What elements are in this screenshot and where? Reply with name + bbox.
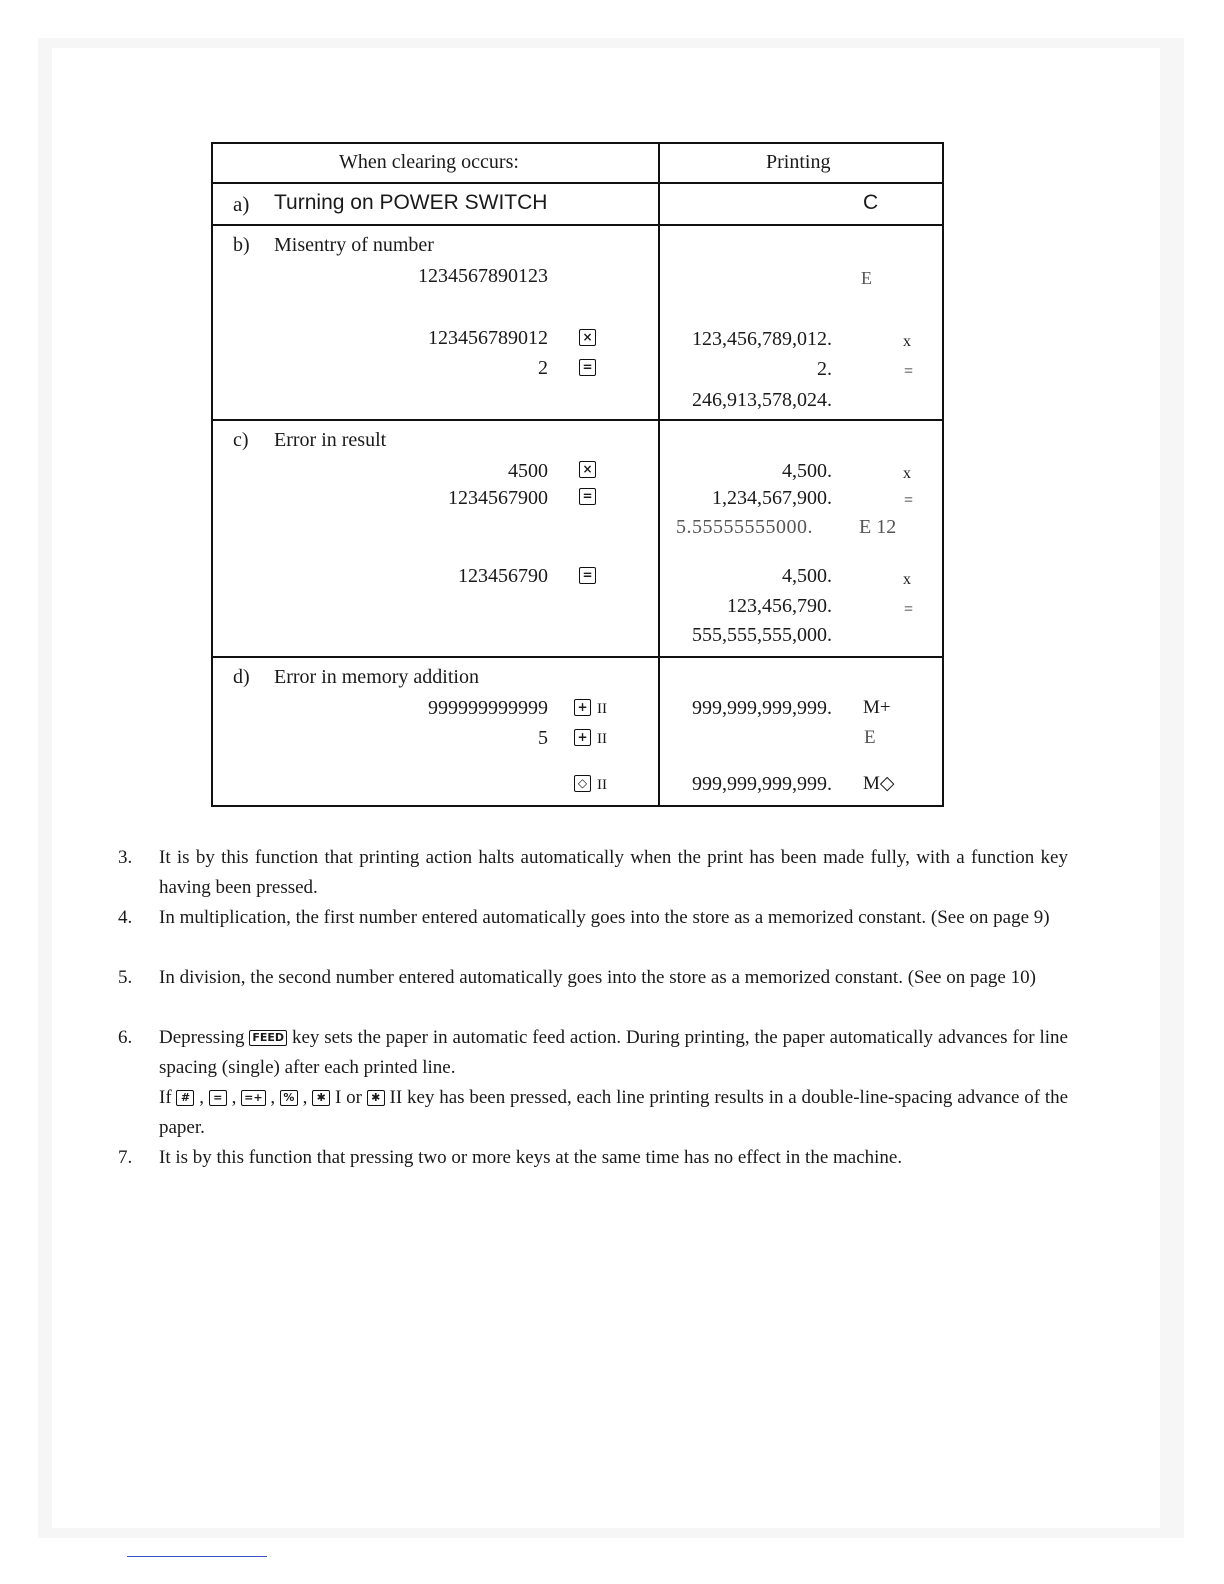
row-c-sym-3: E 12 — [859, 516, 897, 538]
column-divider — [658, 144, 660, 805]
row-divider — [213, 224, 942, 226]
row-b-input-2: 123456789012 — [428, 327, 548, 349]
row-a-title: Turning on POWER SWITCH — [274, 191, 548, 214]
row-b-print-4: 246,913,578,024. — [692, 389, 832, 411]
row-d-input-1: 999999999999 — [428, 697, 548, 719]
row-c-label: c) — [233, 429, 249, 451]
row-b-print-1: E — [861, 268, 872, 288]
memory-plus-key-icon: + — [574, 729, 591, 746]
clearing-table — [211, 142, 944, 807]
equals-key-icon: = — [209, 1090, 227, 1106]
paragraph-4 — [118, 903, 1068, 933]
row-d-sym-2: E — [864, 727, 876, 748]
row-c-print-5: 123,456,790. — [727, 595, 832, 617]
row-d-input-2: 5 — [538, 727, 548, 749]
row-a-label: a) — [233, 192, 250, 216]
paragraph-text: In division, the second number entered automatically goes into the store as a memorized constant. (See on page 10) — [159, 967, 1036, 988]
paragraph-number: 6. — [118, 1027, 133, 1048]
row-b-print-3: 2. — [817, 358, 832, 380]
row-c-input-4: 123456790 — [458, 565, 548, 587]
multiply-key-icon: × — [579, 329, 596, 346]
paragraph-6-or: I or — [335, 1087, 362, 1108]
total-key-icon: ✱ — [312, 1090, 330, 1106]
percent-key-icon: % — [280, 1090, 298, 1106]
row-divider — [213, 419, 942, 421]
row-c-print-2: 1,234,567,900. — [712, 487, 832, 509]
equals-key-icon: = — [579, 567, 596, 584]
paragraph-6-pre: Depressing — [159, 1027, 245, 1048]
paragraph-text: Depressing FEED key sets the paper in automatic feed action. During printing, the paper automatically advances for line spacing (single) after each printed line. If # , = , =+ , % , ✱ I or ✱ II key has been pressed, each line printing results in a double-line-spacing advance of the paper. — [159, 1027, 1069, 1138]
bottom-rule — [127, 1556, 267, 1557]
row-c-input-2: 1234567900 — [448, 487, 548, 509]
row-c-print-3: 5.55555555000. — [676, 516, 813, 538]
row-c-print-6: 555,555,555,000. — [692, 624, 832, 646]
row-b-title: Misentry of number — [274, 234, 434, 256]
paragraph-text: It is by this function that pressing two or more keys at the same time has no effect in the machine. — [159, 1147, 903, 1168]
row-d-suffix-1: II — [597, 701, 607, 717]
row-d-suffix-2: II — [597, 731, 607, 747]
equals-key-icon: = — [579, 359, 596, 376]
row-b-sym-3: = — [904, 363, 914, 380]
row-d-sym-1: M+ — [863, 697, 891, 718]
paragraph-number: 4. — [118, 907, 133, 928]
row-c-sym-2: = — [904, 492, 914, 509]
row-c-input-1: 4500 — [508, 460, 548, 482]
header-left: When clearing occurs: — [339, 151, 519, 173]
paragraph-6-post: key sets the paper in automatic feed action. During printing, the paper automatically advances for line spacing (single) after each printed line. — [159, 1027, 1068, 1078]
row-b-label: b) — [233, 234, 250, 256]
total-key-icon: ✱ — [367, 1090, 385, 1106]
paragraph-number: 5. — [118, 967, 133, 988]
row-b-input-1: 1234567890123 — [418, 265, 548, 287]
row-divider — [213, 182, 942, 184]
paragraph-number: 7. — [118, 1147, 133, 1168]
paragraph-text: In multiplication, the first number entered automatically goes into the store as a memorized constant. (See on page 9) — [159, 907, 1050, 928]
multiply-key-icon: × — [579, 461, 596, 478]
row-b-input-3: 2 — [538, 357, 548, 379]
row-c-sym-5: = — [904, 601, 914, 618]
paragraph-5 — [118, 963, 1068, 993]
paragraph-6-if: If — [159, 1087, 172, 1108]
row-d-label: d) — [233, 666, 250, 688]
equals-plus-key-icon: =+ — [241, 1090, 265, 1106]
row-a-print: C — [863, 191, 879, 214]
feed-key-icon: FEED — [249, 1030, 287, 1046]
paragraph-number: 3. — [118, 847, 133, 868]
row-d-suffix-3: II — [597, 777, 607, 793]
paragraph-7 — [118, 1143, 1068, 1173]
row-c-sym-4: x — [903, 571, 911, 588]
paragraph-6-tail: II key has been pressed, each line printing results in a double-line-spacing advance of the paper. — [159, 1087, 1069, 1138]
row-c-title: Error in result — [274, 429, 387, 451]
paragraph-3 — [118, 843, 1068, 903]
number-key-icon: # — [176, 1090, 194, 1106]
row-c-sym-1: x — [903, 465, 911, 482]
paragraph-6 — [118, 1023, 1068, 1143]
row-b-print-2: 123,456,789,012. — [692, 328, 832, 350]
memory-recall-key-icon: ◇ — [574, 775, 591, 792]
header-right: Printing — [766, 151, 831, 173]
row-c-print-4: 4,500. — [782, 565, 832, 587]
row-d-print-3: 999,999,999,999. — [692, 773, 832, 795]
row-d-title: Error in memory addition — [274, 666, 479, 688]
row-d-sym-3: M◇ — [863, 773, 895, 794]
equals-key-icon: = — [579, 488, 596, 505]
row-c-print-1: 4,500. — [782, 460, 832, 482]
row-divider — [213, 656, 942, 658]
paragraph-text: It is by this function that printing action halts automatically when the print has been made fully, with a function key having been pressed. — [159, 847, 1068, 898]
memory-plus-key-icon: + — [574, 699, 591, 716]
row-d-print-1: 999,999,999,999. — [692, 697, 832, 719]
row-b-sym-2: x — [903, 333, 911, 350]
